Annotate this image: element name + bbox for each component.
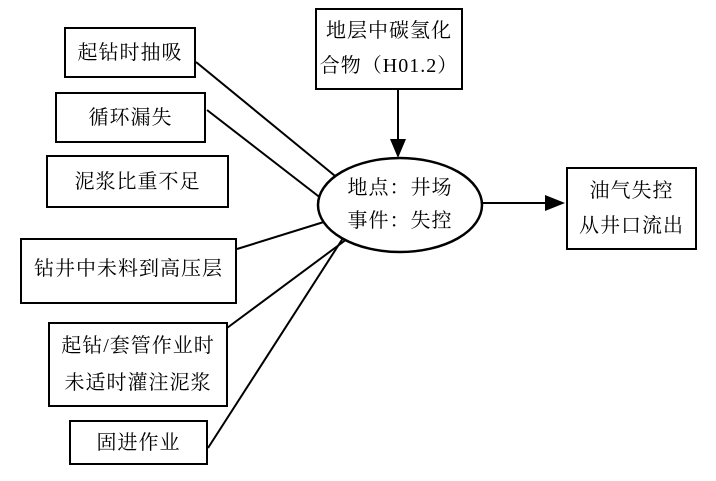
cause-box-label-line2: 未适时灌注泥浆 (64, 371, 212, 394)
event-type-label: 事件：失控 (347, 210, 453, 232)
result-arrow-head (545, 195, 565, 211)
cause-box-high-pressure-zone (20, 238, 237, 304)
cause-box-label: 循环漏失 (88, 106, 173, 129)
cause-box-label-line1: 起钻/套管作业时 (61, 334, 215, 357)
trigger-box-label-line1: 地层中碳氢化 (326, 20, 452, 42)
trigger-arrow-head (390, 139, 406, 158)
trigger-box-label-line2: 合物（H01.2） (319, 55, 459, 77)
event-ellipse-text (317, 157, 483, 253)
result-box-label-line1: 油气失控 (589, 179, 674, 202)
cause-box-label: 泥浆比重不足 (74, 170, 201, 193)
result-box-blowout (566, 167, 697, 250)
cause-box-label: 起钻时抽吸 (77, 41, 183, 64)
result-box-label-line2: 从井口流出 (579, 214, 684, 237)
event-location-label: 地点：井场 (347, 177, 453, 199)
cause-box-pull-out-suction (64, 27, 196, 78)
cause-box-mud-gravity-insufficient (46, 155, 229, 208)
cause-box-mud-not-filled (48, 322, 228, 407)
cause-box-label: 钻井中未料到高压层 (34, 258, 223, 280)
cause-box-circulation-loss (55, 92, 206, 143)
trigger-box-hydrocarbons (315, 8, 463, 90)
cause-box-label: 固进作业 (96, 431, 181, 454)
cause-box-cementing-operation (69, 420, 208, 465)
connector-line-high-pressure-zone (237, 221, 327, 249)
